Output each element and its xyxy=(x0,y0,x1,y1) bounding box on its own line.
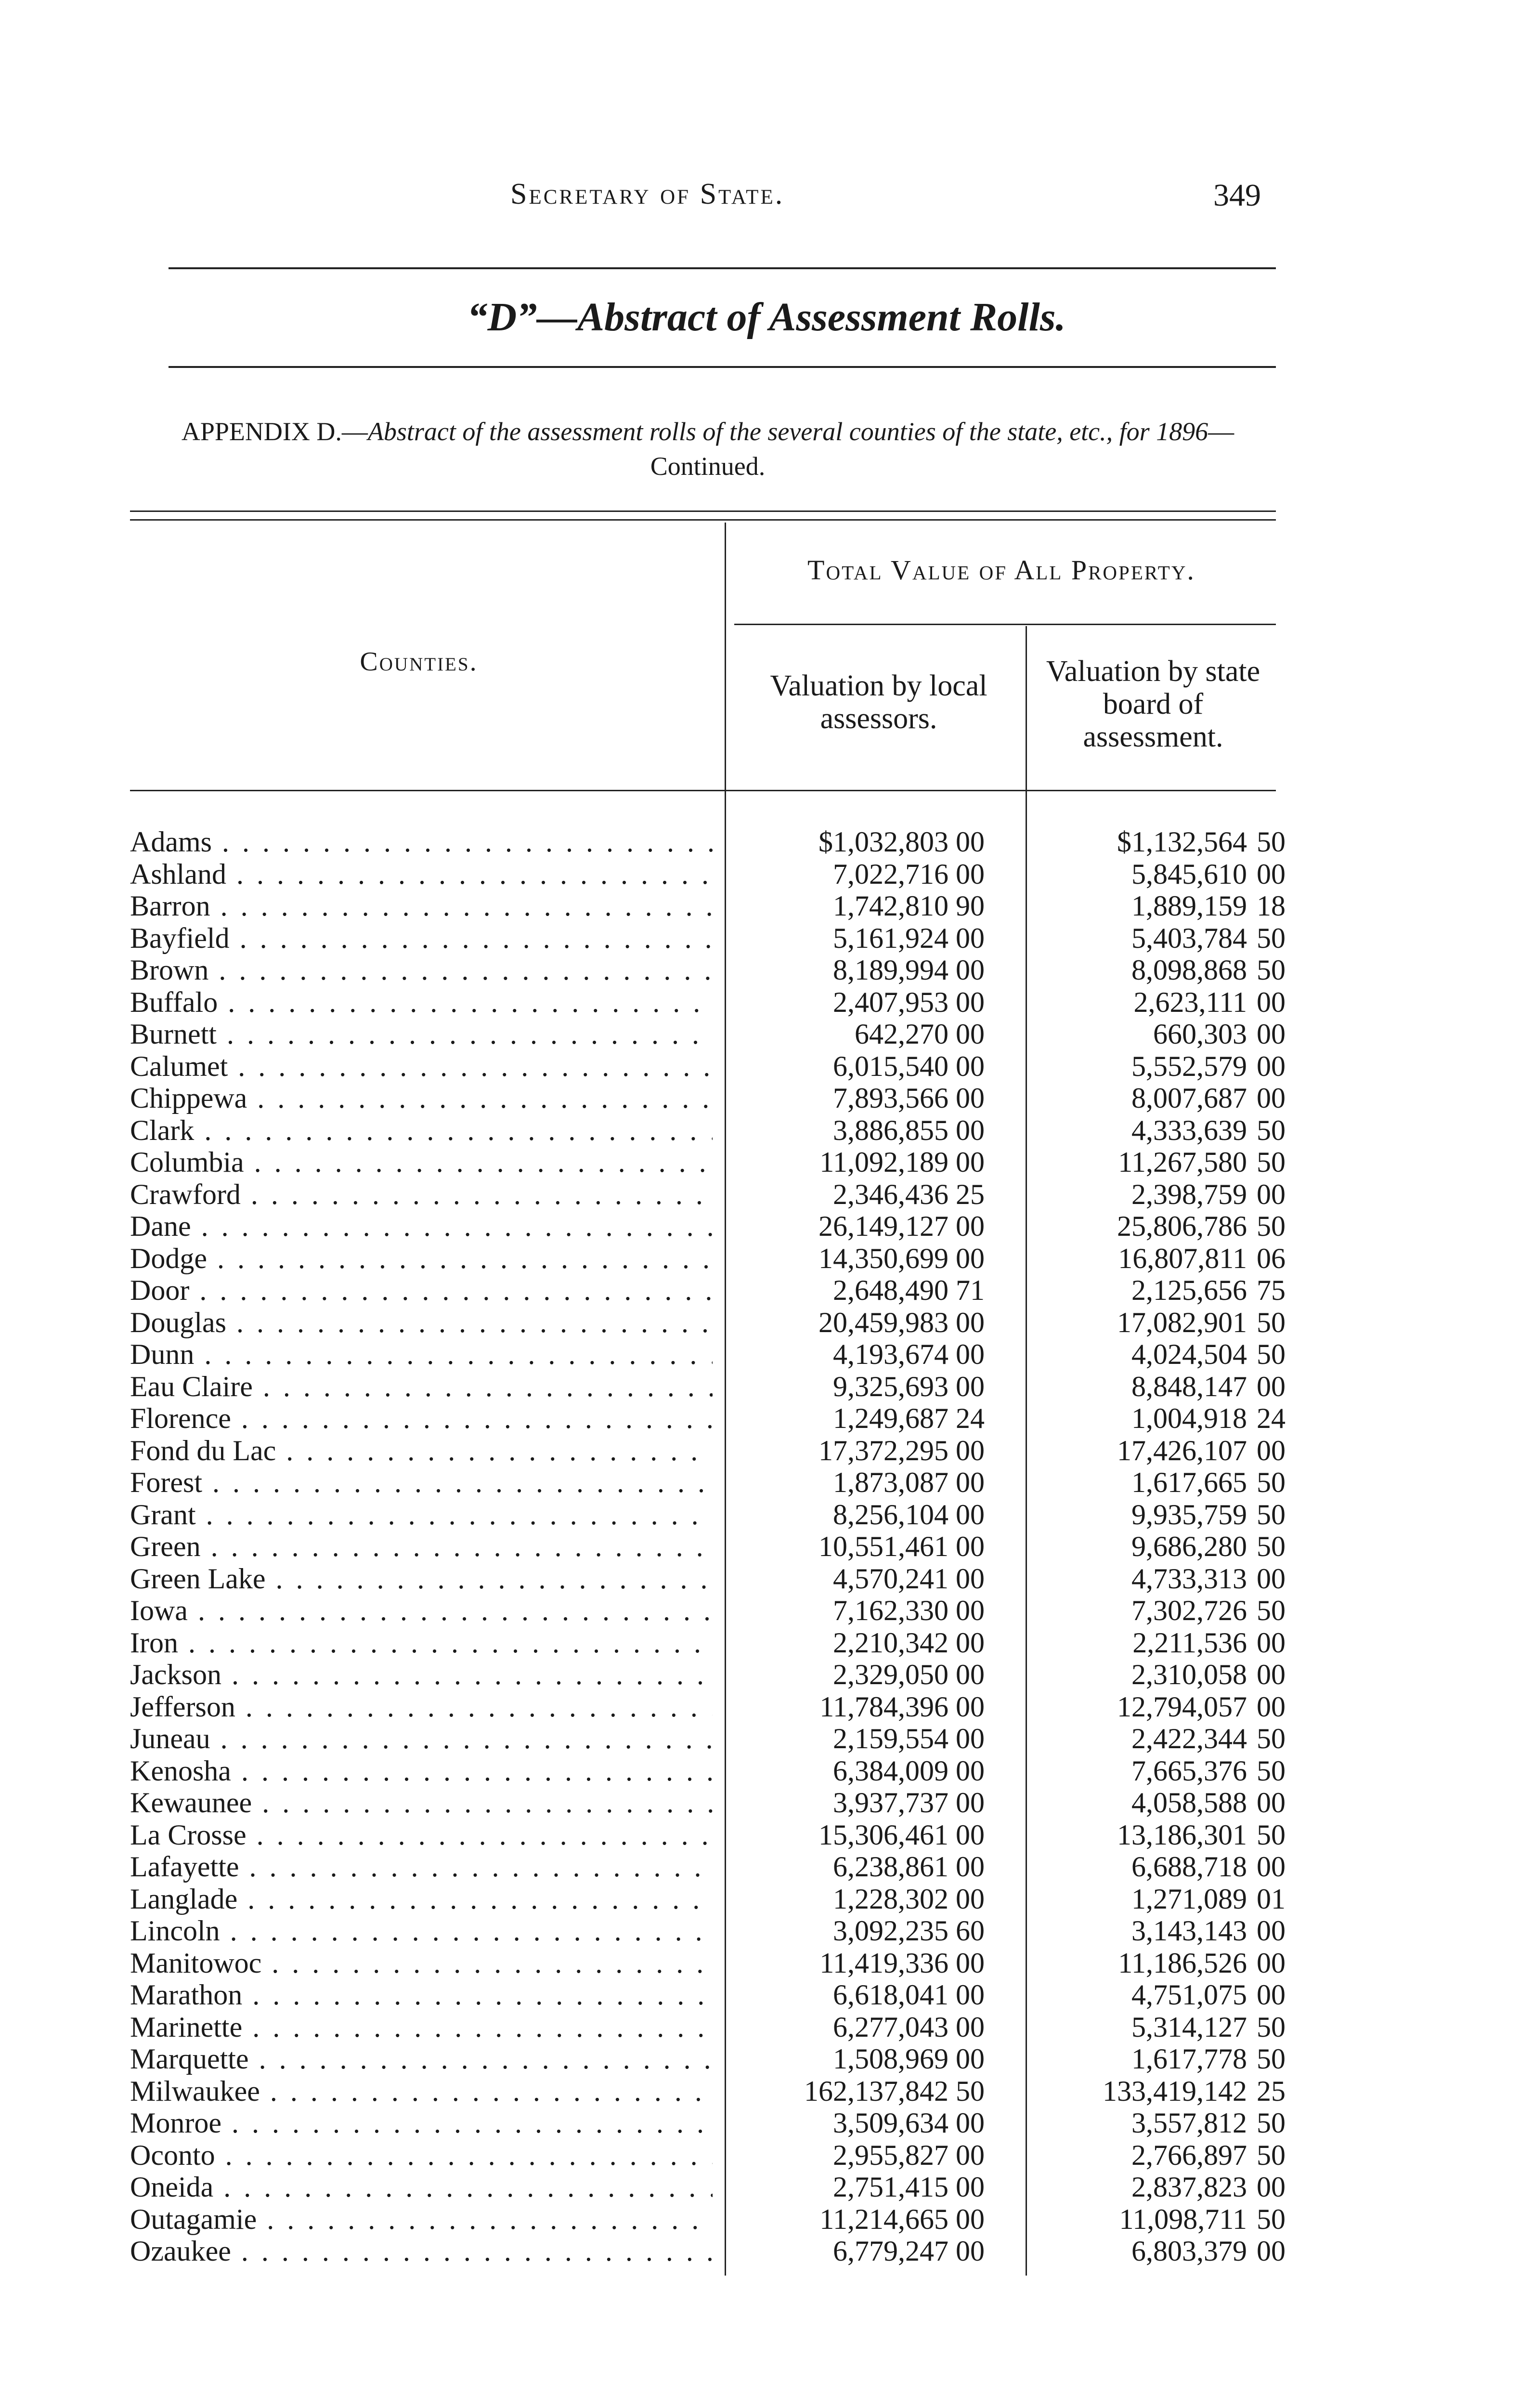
state-valuation: 7,665,376 xyxy=(1131,1755,1247,1787)
local-valuation: 11,784,396 xyxy=(819,1691,948,1723)
total-value-rule xyxy=(734,624,1276,625)
state-valuation-cents: 50 xyxy=(1257,2011,1286,2043)
local-valuation: 3,509,634 xyxy=(833,2107,948,2139)
state-valuation-cents: 50 xyxy=(1257,2043,1286,2075)
local-valuation-cents: 00 xyxy=(956,2011,985,2043)
county-name: Dunn . . . xyxy=(130,1338,713,1370)
state-valuation-cents: 50 xyxy=(1257,1595,1286,1626)
total-value-header: Total Value of All Property. xyxy=(807,554,1195,586)
state-valuation: 1,271,089 xyxy=(1131,1883,1247,1915)
local-valuation: 7,022,716 xyxy=(833,858,948,890)
local-valuation-cents: 00 xyxy=(956,826,985,858)
county-name: La Crosse . . . xyxy=(130,1819,713,1851)
state-valuation-cents: 50 xyxy=(1257,1531,1286,1562)
local-valuation: 2,407,953 xyxy=(833,986,948,1018)
state-valuation: 8,848,147 xyxy=(1131,1371,1247,1402)
local-valuation-cents: 00 xyxy=(956,1146,985,1178)
local-valuation-cents: 00 xyxy=(956,1531,985,1562)
state-valuation-cents: 24 xyxy=(1257,1402,1286,1434)
state-valuation: 9,686,280 xyxy=(1131,1531,1247,1562)
local-valuation-cents: 00 xyxy=(956,1595,985,1626)
table-top-rule-2 xyxy=(130,519,1276,521)
local-valuation: 3,937,737 xyxy=(833,1787,948,1819)
county-name: Marquette . . . xyxy=(130,2043,713,2075)
county-name: Kenosha . . . xyxy=(130,1755,713,1787)
local-valuation-cents: 00 xyxy=(956,1243,985,1274)
caption xyxy=(130,414,1286,484)
county-name: Burnett . . . xyxy=(130,1018,713,1050)
county-name: Brown . . . xyxy=(130,954,713,986)
local-valuation: 14,350,699 xyxy=(818,1243,948,1274)
local-valuation-cents: 00 xyxy=(956,1755,985,1787)
county-name: Fond du Lac . . . xyxy=(130,1435,713,1466)
local-header: Valuation by local assessors. xyxy=(770,669,987,735)
state-valuation: 3,557,812 xyxy=(1131,2107,1247,2139)
top-rule xyxy=(169,267,1276,269)
state-valuation-cents: 00 xyxy=(1257,2171,1286,2203)
state-valuation: 11,186,526 xyxy=(1118,1947,1247,1979)
local-valuation-cents: 00 xyxy=(956,1466,985,1498)
state-valuation-cents: 50 xyxy=(1257,1723,1286,1754)
caption-tail: —Continued. xyxy=(650,417,1234,481)
county-name: Marinette . . . xyxy=(130,2011,713,2043)
county-name: Green . . . xyxy=(130,1531,713,1562)
local-valuation-cents: 00 xyxy=(956,1723,985,1754)
local-valuation-cents: 00 xyxy=(956,1787,985,1819)
county-name: Florence . . . xyxy=(130,1402,713,1434)
state-valuation: 4,733,313 xyxy=(1131,1563,1247,1595)
local-valuation-cents: 50 xyxy=(956,2075,985,2107)
state-valuation-cents: 50 xyxy=(1257,954,1286,986)
local-valuation-cents: 00 xyxy=(956,1435,985,1466)
state-valuation: 1,617,778 xyxy=(1131,2043,1247,2075)
state-valuation: 6,803,379 xyxy=(1131,2235,1247,2267)
county-name: Green Lake . . . xyxy=(130,1563,713,1595)
title-rule xyxy=(169,366,1276,368)
county-name: Kewaunee . . . xyxy=(130,1787,713,1819)
county-name: Forest . . . xyxy=(130,1466,713,1498)
local-valuation-cents: 00 xyxy=(956,1819,985,1851)
county-name: Manitowoc . . . xyxy=(130,1947,713,1979)
local-valuation-cents: 00 xyxy=(956,2139,985,2171)
state-valuation: 2,766,897 xyxy=(1131,2139,1247,2171)
county-name: Adams . . . xyxy=(130,826,713,858)
county-name: Oconto . . . xyxy=(130,2139,713,2171)
state-valuation: 1,004,918 xyxy=(1131,1402,1247,1434)
local-valuation: 2,648,490 xyxy=(833,1274,948,1306)
state-valuation: 2,125,656 xyxy=(1131,1274,1247,1306)
local-valuation: 8,256,104 xyxy=(833,1499,948,1531)
county-name: Dane . . . xyxy=(130,1210,713,1242)
local-valuation-cents: 00 xyxy=(956,1210,985,1242)
state-valuation: 2,310,058 xyxy=(1131,1659,1247,1690)
state-valuation: 133,419,142 xyxy=(1103,2075,1247,2107)
state-valuation-cents: 75 xyxy=(1257,1274,1286,1306)
state-valuation-cents: 00 xyxy=(1257,1018,1286,1050)
state-valuation-cents: 00 xyxy=(1257,1915,1286,1947)
local-valuation: 2,346,436 xyxy=(833,1178,948,1210)
state-valuation: 5,845,610 xyxy=(1131,858,1247,890)
local-valuation-cents: 90 xyxy=(956,890,985,922)
county-name: Door . . . xyxy=(130,1274,713,1306)
local-valuation: 11,419,336 xyxy=(819,1947,948,1979)
state-valuation-cents: 01 xyxy=(1257,1883,1286,1915)
counties-header: Counties. xyxy=(360,647,478,677)
local-valuation: 15,306,461 xyxy=(818,1819,948,1851)
local-valuation-cents: 00 xyxy=(956,1307,985,1338)
local-valuation-cents: 00 xyxy=(956,1050,985,1082)
local-valuation: 6,384,009 xyxy=(833,1755,948,1787)
running-head: Secretary of State. xyxy=(510,178,785,210)
local-valuation: 1,228,302 xyxy=(833,1883,948,1915)
local-valuation-cents: 00 xyxy=(956,2107,985,2139)
state-valuation-cents: 00 xyxy=(1257,986,1286,1018)
state-valuation-cents: 00 xyxy=(1257,1787,1286,1819)
local-valuation-cents: 71 xyxy=(956,1274,985,1306)
state-valuation-cents: 50 xyxy=(1257,2203,1286,2235)
state-valuation: 25,806,786 xyxy=(1117,1210,1247,1242)
state-valuation-cents: 50 xyxy=(1257,826,1286,858)
state-valuation: 7,302,726 xyxy=(1131,1595,1247,1626)
local-valuation: $1,032,803 xyxy=(818,826,948,858)
local-valuation-cents: 00 xyxy=(956,1851,985,1883)
county-name: Dodge . . . xyxy=(130,1243,713,1274)
state-valuation: 2,211,536 xyxy=(1132,1627,1247,1659)
state-valuation: 11,267,580 xyxy=(1118,1146,1247,1178)
local-valuation: 7,162,330 xyxy=(833,1595,948,1626)
state-valuation: 2,398,759 xyxy=(1131,1178,1247,1210)
county-name: Iowa . . . xyxy=(130,1595,713,1626)
local-valuation: 11,214,665 xyxy=(819,2203,948,2235)
state-valuation: 8,007,687 xyxy=(1131,1082,1247,1114)
local-valuation: 6,618,041 xyxy=(833,1979,948,2011)
local-valuation: 6,277,043 xyxy=(833,2011,948,2043)
local-valuation: 17,372,295 xyxy=(818,1435,948,1466)
caption-lead: APPENDIX D.— xyxy=(181,417,368,446)
county-name: Douglas . . . xyxy=(130,1307,713,1338)
county-name: Eau Claire . . . xyxy=(130,1371,713,1402)
local-valuation-cents: 00 xyxy=(956,1947,985,1979)
state-valuation: 1,889,159 xyxy=(1131,890,1247,922)
divider-valuations xyxy=(1026,626,1027,2276)
state-valuation: 5,552,579 xyxy=(1131,1050,1247,1082)
local-valuation: 2,955,827 xyxy=(833,2139,948,2171)
state-valuation: 5,403,784 xyxy=(1131,922,1247,954)
local-valuation-cents: 00 xyxy=(956,1691,985,1723)
local-valuation: 2,751,415 xyxy=(833,2171,948,2203)
state-valuation-cents: 50 xyxy=(1257,1466,1286,1498)
state-valuation-cents: 50 xyxy=(1257,1338,1286,1370)
local-valuation: 11,092,189 xyxy=(819,1146,948,1178)
state-valuation-cents: 50 xyxy=(1257,1499,1286,1531)
state-valuation: 2,422,344 xyxy=(1131,1723,1247,1754)
local-valuation-cents: 00 xyxy=(956,986,985,1018)
state-valuation-cents: 50 xyxy=(1257,1210,1286,1242)
county-name: Chippewa . . . xyxy=(130,1082,713,1114)
county-name: Buffalo . . . xyxy=(130,986,713,1018)
county-name: Langlade . . . xyxy=(130,1883,713,1915)
local-valuation-cents: 00 xyxy=(956,954,985,986)
local-valuation-cents: 00 xyxy=(956,1082,985,1114)
header-bottom-rule xyxy=(130,790,1276,791)
local-valuation: 1,742,810 xyxy=(833,890,948,922)
local-valuation: 26,149,127 xyxy=(818,1210,948,1242)
local-valuation: 10,551,461 xyxy=(818,1531,948,1562)
state-valuation: 5,314,127 xyxy=(1131,2011,1247,2043)
local-valuation: 642,270 xyxy=(855,1018,948,1050)
local-valuation: 6,779,247 xyxy=(833,2235,948,2267)
state-valuation-cents: 00 xyxy=(1257,1659,1286,1690)
state-valuation-cents: 00 xyxy=(1257,1947,1286,1979)
state-valuation-cents: 00 xyxy=(1257,1435,1286,1466)
county-name: Calumet . . . xyxy=(130,1050,713,1082)
local-valuation-cents: 60 xyxy=(956,1915,985,1947)
county-name: Ozaukee . . . xyxy=(130,2235,713,2267)
state-valuation-cents: 50 xyxy=(1257,922,1286,954)
local-valuation: 7,893,566 xyxy=(833,1082,948,1114)
local-valuation: 2,329,050 xyxy=(833,1659,948,1690)
county-name: Columbia . . . xyxy=(130,1146,713,1178)
state-valuation: 660,303 xyxy=(1153,1018,1247,1050)
local-valuation: 1,508,969 xyxy=(833,2043,948,2075)
table-top-rule-1 xyxy=(130,510,1276,512)
county-name: Grant . . . xyxy=(130,1499,713,1531)
state-valuation-cents: 00 xyxy=(1257,1691,1286,1723)
state-valuation: 8,098,868 xyxy=(1131,954,1247,986)
state-valuation: 13,186,301 xyxy=(1117,1819,1247,1851)
county-name: Iron . . . xyxy=(130,1627,713,1659)
local-valuation: 8,189,994 xyxy=(833,954,948,986)
state-valuation-cents: 00 xyxy=(1257,1627,1286,1659)
state-valuation-cents: 00 xyxy=(1257,1178,1286,1210)
state-valuation: 9,935,759 xyxy=(1131,1499,1247,1531)
state-valuation: 4,333,639 xyxy=(1131,1114,1247,1146)
local-valuation: 2,210,342 xyxy=(833,1627,948,1659)
local-valuation: 1,873,087 xyxy=(833,1466,948,1498)
local-valuation-cents: 00 xyxy=(956,1499,985,1531)
state-valuation: 16,807,811 xyxy=(1118,1243,1247,1274)
page-number: 349 xyxy=(1213,178,1261,213)
local-valuation: 2,159,554 xyxy=(833,1723,948,1754)
state-valuation-cents: 18 xyxy=(1257,890,1286,922)
state-valuation: 2,623,111 xyxy=(1133,986,1247,1018)
county-name: Marathon . . . xyxy=(130,1979,713,2011)
state-valuation-cents: 00 xyxy=(1257,2235,1286,2267)
section-title: “D”—Abstract of Assessment Rolls. xyxy=(467,295,1066,340)
local-valuation-cents: 00 xyxy=(956,1627,985,1659)
state-valuation-cents: 00 xyxy=(1257,1082,1286,1114)
state-valuation: 4,058,588 xyxy=(1131,1787,1247,1819)
local-valuation: 20,459,983 xyxy=(818,1307,948,1338)
local-valuation-cents: 24 xyxy=(956,1402,985,1434)
state-valuation: 4,751,075 xyxy=(1131,1979,1247,2011)
state-valuation-cents: 25 xyxy=(1257,2075,1286,2107)
state-valuation: 1,617,665 xyxy=(1131,1466,1247,1498)
state-valuation-cents: 00 xyxy=(1257,1979,1286,2011)
state-valuation: 3,143,143 xyxy=(1131,1915,1247,1947)
local-valuation: 6,015,540 xyxy=(833,1050,948,1082)
state-valuation: 6,688,718 xyxy=(1131,1851,1247,1883)
state-valuation: $1,132,564 xyxy=(1117,826,1247,858)
state-valuation: 12,794,057 xyxy=(1117,1691,1247,1723)
state-valuation-cents: 50 xyxy=(1257,1114,1286,1146)
county-name: Bayfield . . . xyxy=(130,922,713,954)
county-name: Milwaukee . . . xyxy=(130,2075,713,2107)
state-valuation: 17,082,901 xyxy=(1117,1307,1247,1338)
state-valuation-cents: 06 xyxy=(1257,1243,1286,1274)
caption-italic: Abstract of the assessment rolls of the several counties of the state, etc., for 1896 xyxy=(367,417,1208,446)
local-valuation-cents: 00 xyxy=(956,1114,985,1146)
local-valuation-cents: 25 xyxy=(956,1178,985,1210)
county-name: Monroe . . . xyxy=(130,2107,713,2139)
state-valuation-cents: 50 xyxy=(1257,1146,1286,1178)
local-valuation-cents: 00 xyxy=(956,1563,985,1595)
state-valuation-cents: 00 xyxy=(1257,858,1286,890)
state-valuation-cents: 00 xyxy=(1257,1563,1286,1595)
local-valuation-cents: 00 xyxy=(956,1338,985,1370)
state-valuation: 11,098,711 xyxy=(1119,2203,1247,2235)
local-valuation-cents: 00 xyxy=(956,2203,985,2235)
divider-counties xyxy=(725,523,726,2276)
local-valuation: 1,249,687 xyxy=(833,1402,948,1434)
state-valuation: 17,426,107 xyxy=(1117,1435,1247,1466)
county-name: Outagamie . . . xyxy=(130,2203,713,2235)
county-name: Crawford . . . xyxy=(130,1178,713,1210)
local-valuation: 3,886,855 xyxy=(833,1114,948,1146)
local-valuation: 4,570,241 xyxy=(833,1563,948,1595)
local-valuation-cents: 00 xyxy=(956,922,985,954)
local-valuation: 6,238,861 xyxy=(833,1851,948,1883)
local-valuation-cents: 00 xyxy=(956,1979,985,2011)
state-valuation-cents: 50 xyxy=(1257,2107,1286,2139)
county-name: Jefferson . . . xyxy=(130,1691,713,1723)
local-valuation: 3,092,235 xyxy=(833,1915,948,1947)
local-valuation-cents: 00 xyxy=(956,1371,985,1402)
local-valuation-cents: 00 xyxy=(956,858,985,890)
local-valuation-cents: 00 xyxy=(956,2171,985,2203)
local-valuation: 4,193,674 xyxy=(833,1338,948,1370)
state-valuation: 2,837,823 xyxy=(1131,2171,1247,2203)
local-valuation: 162,137,842 xyxy=(804,2075,948,2107)
county-name: Barron . . . xyxy=(130,890,713,922)
county-name: Oneida . . . xyxy=(130,2171,713,2203)
local-valuation-cents: 00 xyxy=(956,2043,985,2075)
county-name: Lincoln . . . xyxy=(130,1915,713,1947)
state-valuation-cents: 00 xyxy=(1257,1851,1286,1883)
county-name: Ashland . . . xyxy=(130,858,713,890)
county-name: Lafayette . . . xyxy=(130,1851,713,1883)
state-valuation-cents: 00 xyxy=(1257,1371,1286,1402)
state-header: Valuation by state board of assessment. xyxy=(1046,655,1260,753)
local-valuation-cents: 00 xyxy=(956,1018,985,1050)
local-valuation-cents: 00 xyxy=(956,1883,985,1915)
local-valuation-cents: 00 xyxy=(956,1659,985,1690)
state-valuation-cents: 50 xyxy=(1257,1819,1286,1851)
state-valuation: 4,024,504 xyxy=(1131,1338,1247,1370)
state-valuation-cents: 50 xyxy=(1257,2139,1286,2171)
local-valuation: 9,325,693 xyxy=(833,1371,948,1402)
county-name: Juneau . . . xyxy=(130,1723,713,1754)
local-valuation-cents: 00 xyxy=(956,2235,985,2267)
county-name: Jackson . . . xyxy=(130,1659,713,1690)
state-valuation-cents: 50 xyxy=(1257,1755,1286,1787)
county-name: Clark . . . xyxy=(130,1114,713,1146)
local-valuation: 5,161,924 xyxy=(833,922,948,954)
state-valuation-cents: 50 xyxy=(1257,1307,1286,1338)
state-valuation-cents: 00 xyxy=(1257,1050,1286,1082)
